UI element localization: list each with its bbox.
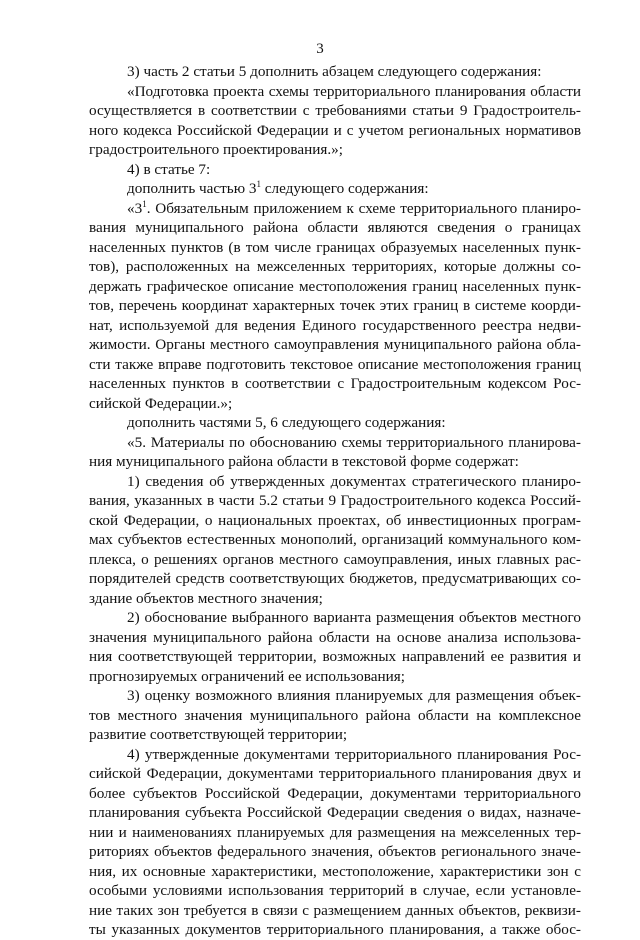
line-text: населенных пунктов в соответствии с Градостроительным кодексом Рос- [89,375,581,392]
line-text: ния соответствующей территории, возможных направлений ее развития и [89,648,581,665]
text-line [89,374,581,394]
line-text: 4) утвержденные документами территориального планирования Рос- [127,745,581,763]
text-line [89,745,581,765]
line-text: планирования субъекта Российской Федерации сведения о видах, назначе- [89,804,581,821]
text-line [89,511,581,531]
text-line [89,686,581,706]
line-text: нии и наименованиях планируемых для размещения на межселенных тер- [89,823,581,841]
line-text: значения муниципального района области на основе анализа использова- [89,628,581,646]
text-line [89,589,581,609]
text-line [89,316,581,336]
text-line [89,764,581,784]
line-text: дополнить частями 5, 6 следующего содержания: [127,414,446,431]
superscript: 1 [256,179,261,189]
text-line [89,491,581,511]
text-line [89,355,581,375]
line-text: «Подготовка проекта схемы территориального планирования области [127,82,581,100]
line-text: тов местного значения муниципального района области на комплексное [89,706,581,724]
line-text: жимости. Органы местного самоуправления муниципального района обла- [89,336,581,353]
line-text: 1) сведения об утвержденных документах стратегического планиро- [127,472,581,490]
page-number: 3 [316,41,324,57]
line-text: порядителей средств соответствующих бюджетов, предусматривающих со- [89,570,581,587]
line-text: дополнить частью 3 [127,180,257,197]
line-text: «3 [127,199,143,217]
text-line [89,550,581,570]
text-line [89,394,581,414]
line-text: риториях объектов федерального значения, объектов регионального значе- [89,843,581,860]
text-line [89,706,581,726]
text-line [89,179,581,199]
line-text: вания, указанных в части 5.2 статьи 9 Градостроительного кодекса Россий- [89,492,581,509]
superscript: 1 [142,198,147,209]
line-text: развитие соответствующей территории; [89,726,348,743]
text-line [89,62,581,82]
line-text: плекса, о решениях органов местного самоуправления, иных главных рас- [89,550,581,568]
text-line [89,160,581,180]
line-text: 4) в статье 7: [127,160,211,178]
text-line [89,667,581,687]
line-text: населенных пунктов (в том числе границах образуемых населенных пунк- [89,238,581,256]
text-line [89,530,581,550]
text-line [89,335,581,355]
text-line [89,803,581,823]
line-text: прогнозируемых ограничений ее использования; [89,667,405,685]
line-text: 2) обоснование выбранного варианта размещения объектов местного [127,609,581,626]
line-text: ской Федерации, о национальных проектах, об инвестиционных програм- [89,511,581,529]
text-line [89,472,581,492]
line-text-continuation: следующего содержания: [260,180,429,197]
text-line [89,862,581,882]
text-line [89,628,581,648]
document-body [89,62,581,940]
line-text: нат, используемой для ведения Единого государственного реестра недви- [89,316,581,334]
line-text: ния, их основные характеристики, местоположение, характеристики зон с [89,862,581,880]
line-text: сийской Федерации, документами территориального планирования двух и [89,765,581,782]
text-line [89,121,581,141]
text-line [89,784,581,804]
text-line [89,238,581,258]
text-line [89,101,581,121]
text-line [89,647,581,667]
line-text: ния муниципального района области в текстовой форме содержат: [89,453,519,470]
line-text: сти также вправе подготовить текстовое описание местоположения границ [89,355,581,373]
text-line [89,277,581,297]
line-text: градостроительного проектирования.»; [89,141,343,158]
text-line [89,569,581,589]
line-text: вания муниципального района области являются сведения о границах [89,219,581,236]
line-text: мах субъектов естественных монополий, организаций коммунального ком- [89,531,581,548]
text-line [89,842,581,862]
line-text: сийской Федерации.»; [89,394,233,412]
text-line [89,608,581,628]
text-line [89,218,581,238]
line-text: тов), расположенных на межселенных территориях, которые должны со- [89,258,581,275]
text-line [89,199,581,219]
line-text: 3) оценку возможного влияния планируемых для размещения объек- [127,687,581,704]
text-line [89,881,581,901]
text-line [89,413,581,433]
line-text: ного кодекса Российской Федерации и с учетом региональных нормативов [89,121,581,139]
line-text-continuation: . Обязательным приложением к схеме территориального планиро- [146,199,581,217]
line-text: держать графическое описание местоположения границ населенных пунк- [89,277,581,295]
line-text: тов, перечень координат характерных точек этих границ в системе коорди- [89,297,581,314]
text-line [89,452,581,472]
text-line [89,296,581,316]
line-text: более субъектов Российской Федерации, документами территориального [89,784,581,802]
line-text: здание объектов местного значения; [89,589,323,607]
text-line [89,433,581,453]
line-text: ние таких зон требуется в связи с размещением данных объектов, реквизи- [89,901,581,919]
line-text: «5. Материалы по обоснованию схемы территориального планирова- [127,433,581,451]
line-text: осуществляется в соответствии с требованиями статьи 9 Градостроитель- [89,102,581,119]
text-line [89,901,581,921]
line-text: особыми условиями использования территорий в случае, если установле- [89,882,581,899]
line-text: ты указанных документов территориального планирования, а также обос- [89,921,581,938]
text-line [89,725,581,745]
line-text: 3) часть 2 статьи 5 дополнить абзацем следующего содержания: [127,63,542,80]
text-line [89,920,581,940]
text-line [89,140,581,160]
text-line [89,257,581,277]
text-line [89,82,581,102]
text-line [89,823,581,843]
